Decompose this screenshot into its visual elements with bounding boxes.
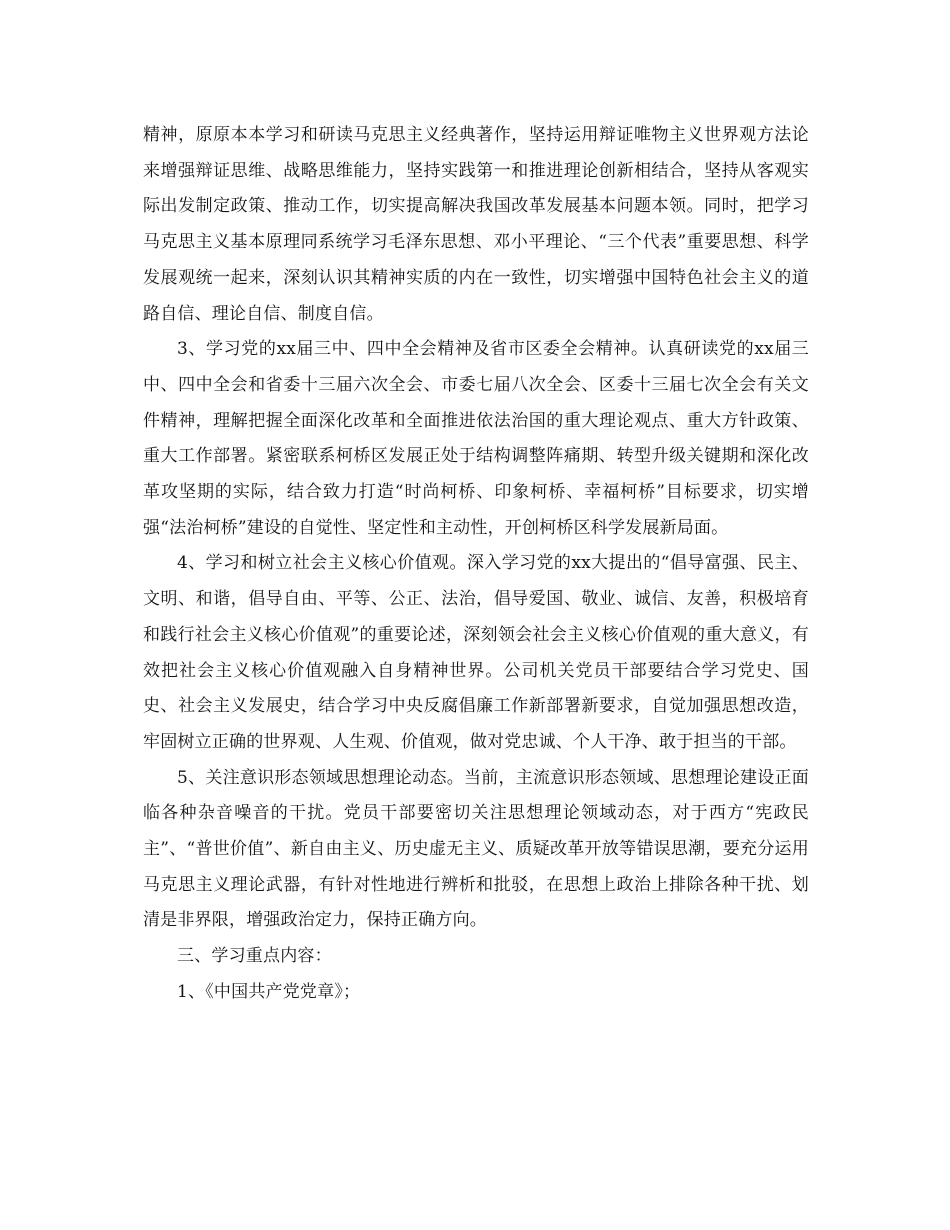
paragraph-item-3: 3、学习党的xx届三中、四中全会精神及省市区委全会精神。认真研读党的xx届三中、四中全会和省委十三届六次全会、市委七届八次全会、区委十三届七次全会有关文件精神，理解把握全面深化改革和全面推进依法治国的重大理论观点、重大方针政策、重大工作部署。紧密联系柯桥区发展正处于结构调整阵痛期、转型升级关键期和深化改革攻坚期的实际，结合致力打造“时尚柯桥、印象柯桥、幸福柯桥”目标要求，切实增强“法治柯桥”建设的自觉性、坚定性和主动性，开创柯桥区科学发展新局面。 (143, 339, 809, 538)
document-body (143, 118, 809, 1011)
paragraph-continuation: 精神，原原本本学习和研读马克思主义经典著作，坚持运用辩证唯物主义世界观方法论来增强辩证思维、战略思维能力，坚持实践第一和推进理论创新相结合，坚持从客观实际出发制定政策、推动工作，切实提高解决我国改革发展基本问题本领。同时，把学习马克思主义基本原理同系统学习毛泽东思想、邓小平理论、“三个代表”重要思想、科学发展观统一起来，深刻认识其精神实质的内在一致性，切实增强中国特色社会主义的道路自信、理论自信、制度自信。 (143, 125, 809, 324)
paragraph-item-4: 4、学习和树立社会主义核心价值观。深入学习党的xx大提出的“倡导富强、民主、文明、和谐，倡导自由、平等、公正、法治，倡导爱国、敬业、诚信、友善，积极培育和践行社会主义核心价值观”的重要论述，深刻领会社会主义核心价值观的重大意义，有效把社会主义核心价值观融入自身精神世界。公司机关党员干部要结合学习党史、国史、社会主义发展史，结合学习中央反腐倡廉工作新部署新要求，自觉加强思想改造，牢固树立正确的世界观、人生观、价值观，做对党忠诚、个人干净、敢于担当的干部。 (143, 553, 809, 752)
list-item-1: 1、《中国共产党党章》； (177, 981, 361, 1002)
paragraph-item-5: 5、关注意识形态领域思想理论动态。当前，主流意识形态领域、思想理论建设正面临各种杂音噪音的干扰。党员干部要密切关注思想理论领域动态，对于西方“宪政民主”、“普世价值”、新自由主义、历史虚无主义、质疑改革开放等错误思潮，要充分运用马克思主义理论武器，有针对性地进行辨析和批驳，在思想上政治上排除各种干扰、划清是非界限，增强政治定力，保持正确方向。 (143, 767, 809, 931)
section-heading-3: 三、学习重点内容： (177, 946, 332, 967)
